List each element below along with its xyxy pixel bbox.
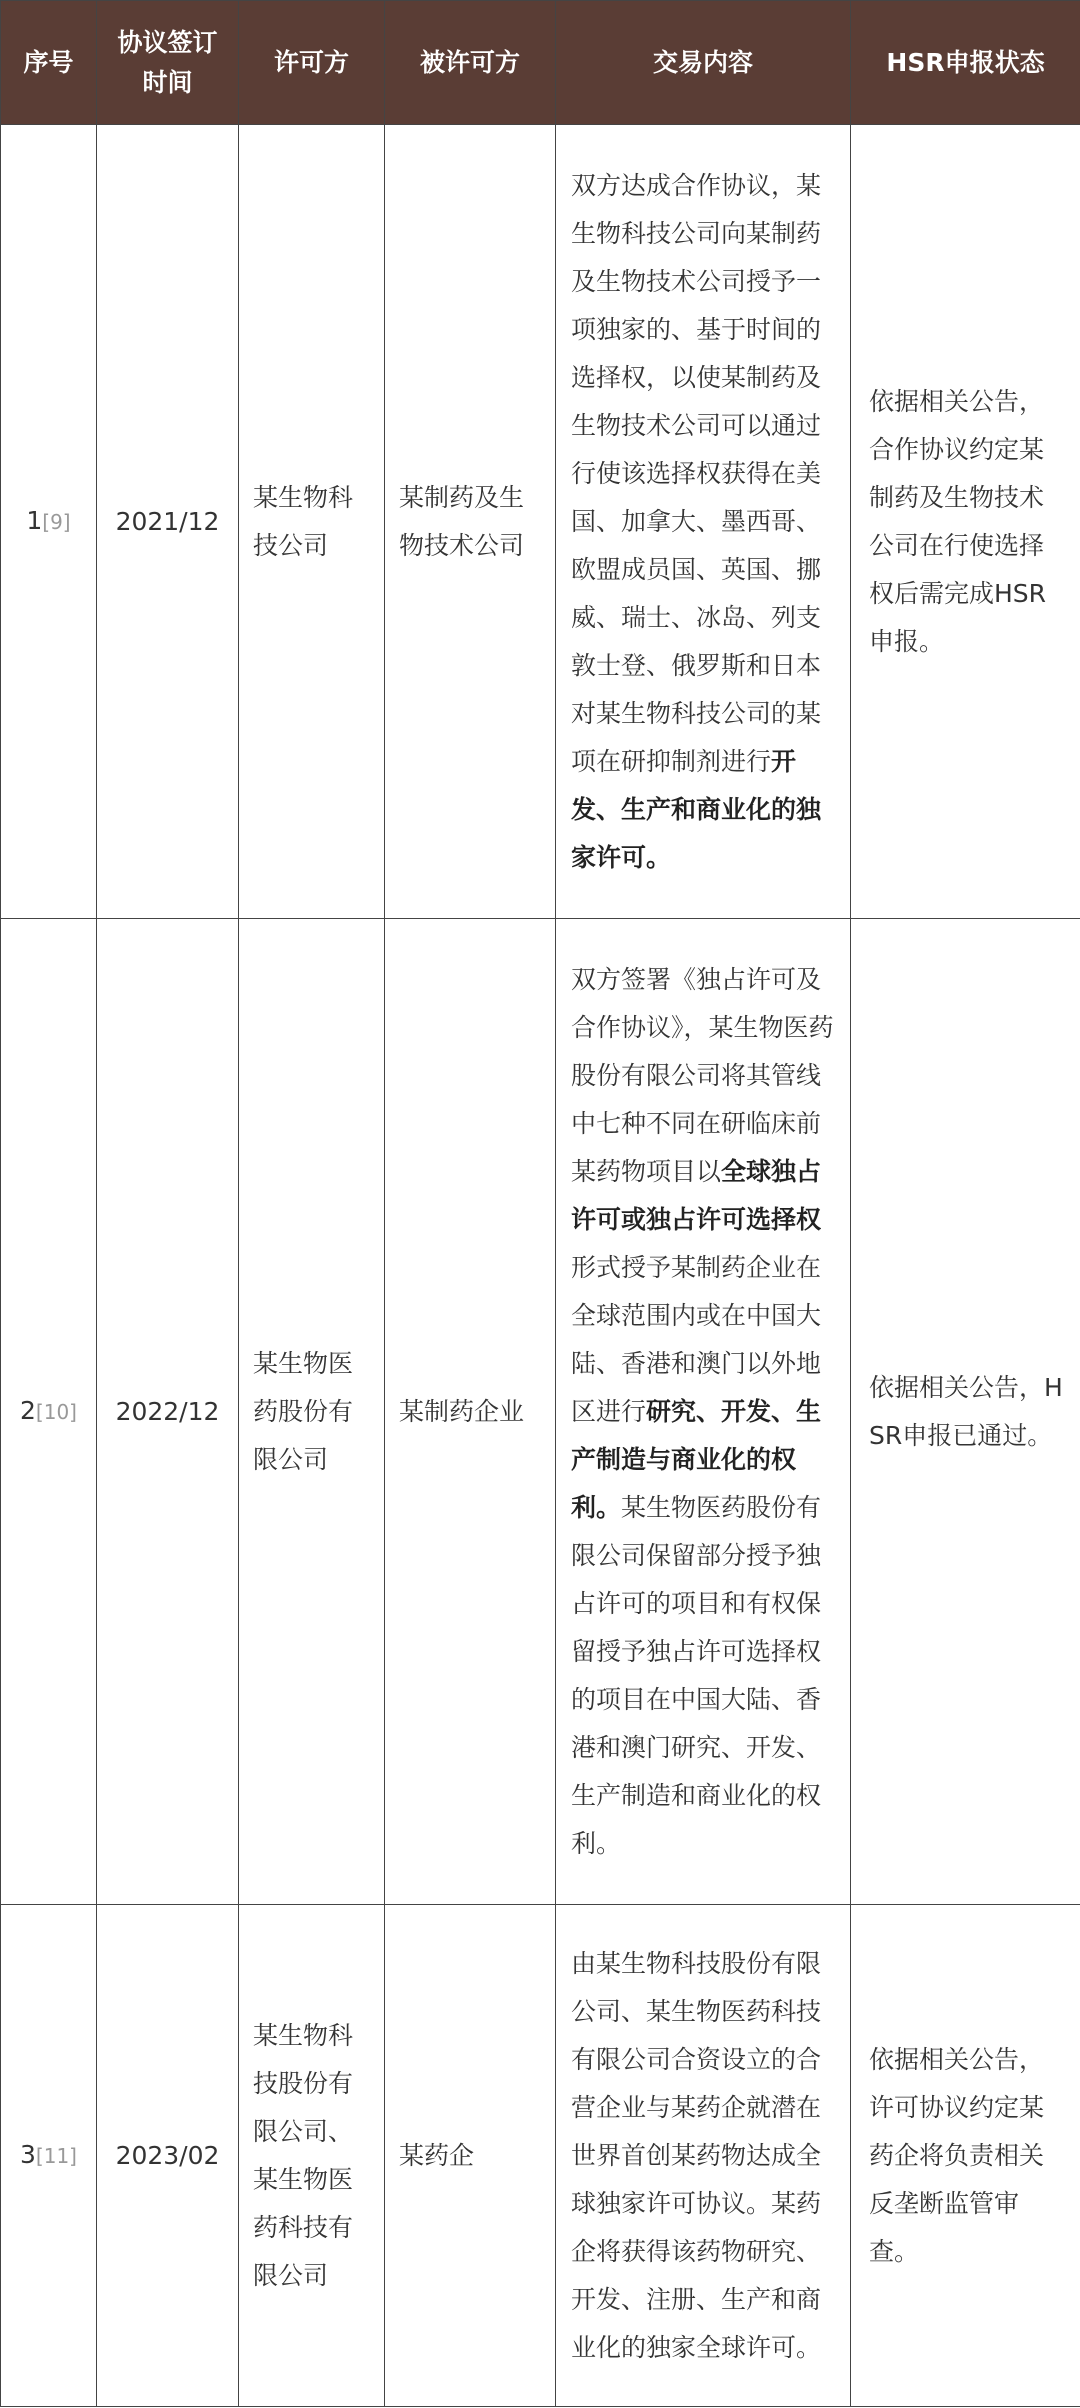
status-cell: 依据相关公告，许可协议约定某药企将负责相关反垄断监管审查。 bbox=[851, 1905, 1080, 2407]
row-number: 3 bbox=[20, 2140, 36, 2169]
header-date bbox=[97, 1, 239, 125]
header-licensor: 许可方 bbox=[239, 1, 385, 125]
content-text: 某生物医药股份有限公司保留部分授予独占许可的项目和有权保留授予独占许可选择权的项目在中国大陆、香港和澳门研究、开发、 生产制造和商业化的权利。 bbox=[571, 1492, 822, 1858]
content-cell bbox=[556, 125, 851, 919]
row-number-cell bbox=[1, 919, 97, 1905]
table-row bbox=[1, 919, 1080, 1905]
content-text: 形式授予某制药企业在全球范围内或在中国大陆、香港和澳门以外地区进行 bbox=[571, 1252, 822, 1426]
row-number: 2 bbox=[20, 1396, 36, 1425]
licensee-cell: 某制药及生物技术公司 bbox=[385, 125, 556, 919]
table-row bbox=[1, 1905, 1080, 2407]
content-text: 双方签署《独占许可及合作协议》，某生物医药股份有限公司将其管线中七种不同在研临床前某药物项目以 bbox=[571, 964, 834, 1186]
licensee-cell: 某制药企业 bbox=[385, 919, 556, 1905]
reference-link[interactable]: [10] bbox=[35, 1400, 77, 1424]
licensor-cell: 某生物科技公司 bbox=[239, 125, 385, 919]
row-number-cell bbox=[1, 125, 97, 919]
licensor-cell: 某生物科技股份有限公司、某生物医药科技有限公司 bbox=[239, 1905, 385, 2407]
row-number-cell bbox=[1, 1905, 97, 2407]
row-number: 1 bbox=[26, 506, 43, 535]
content-bold-text: 开发、生产和商业化的独家许可。 bbox=[571, 746, 822, 872]
status-cell: 依据相关公告，合作协议约定某制药及生物技术公司在行使选择权后需完成HSR申报。 bbox=[851, 125, 1080, 919]
header-status: HSR申报状态 bbox=[851, 1, 1080, 125]
licensor-cell: 某生物医药股份有限公司 bbox=[239, 919, 385, 1905]
licensee-cell: 某药企 bbox=[385, 1905, 556, 2407]
date-cell: 2022/12 bbox=[97, 919, 239, 1905]
header-content: 交易内容 bbox=[556, 1, 851, 125]
header-no: 序号 bbox=[1, 1, 97, 125]
status-cell: 依据相关公告，HSR申报已通过。 bbox=[851, 919, 1080, 1905]
date-cell: 2023/02 bbox=[97, 1905, 239, 2407]
header-date-label: 协议签订时间 bbox=[117, 27, 218, 97]
content-cell: 由某生物科技股份有限公司、某生物医药科技有限公司合资设立的合营企业与某药企就潜在世界首创某药物达成全球独家许可协议。某药企将获得该药物研究、开发、注册、生产和商业化的独家全球许可。 bbox=[556, 1905, 851, 2407]
header-licensee: 被许可方 bbox=[385, 1, 556, 125]
date-cell: 2021/12 bbox=[97, 125, 239, 919]
reference-link[interactable]: [11] bbox=[35, 2144, 77, 2168]
header-row bbox=[1, 1, 1080, 125]
content-cell bbox=[556, 919, 851, 1905]
content-bold-text: 全球独占许可或独占许可选择权 bbox=[571, 1156, 822, 1234]
reference-link[interactable]: [9] bbox=[42, 510, 71, 534]
table-row bbox=[1, 125, 1080, 919]
content-text: 双方达成合作协议，某生物科技公司向某制药及生物技术公司授予一项独家的、基于时间的选择权，以使某制药及生物技术公司可以通过行使该选择权获得在美国、加拿大、墨西哥、欧盟成员国、英国、挪威、瑞士、冰岛、列支敦士登、俄罗斯和日本对某生物科技公司的某项在研抑制剂进行 bbox=[571, 170, 822, 776]
content-bold-text: 研究、开发、生产制造与商业化的权利。 bbox=[571, 1396, 822, 1522]
